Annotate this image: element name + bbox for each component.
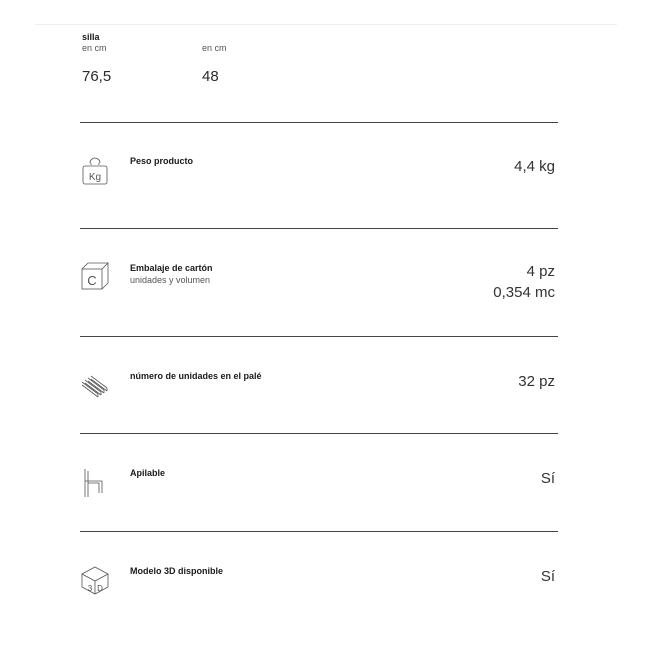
3d-model-icon	[80, 565, 110, 595]
spec-label: Embalaje de cartón	[130, 263, 213, 273]
svg-text:D: D	[97, 584, 103, 593]
spec-divider	[80, 122, 558, 123]
spec-divider	[80, 433, 558, 434]
svg-text:C: C	[87, 273, 97, 288]
spec-label: Modelo 3D disponible	[130, 566, 224, 576]
spec-label: Apilable	[130, 468, 166, 478]
spec-value: 4 pz	[526, 263, 555, 280]
spec-value: Sí	[540, 470, 555, 487]
stacked-chairs-icon	[80, 370, 110, 400]
svg-text:3: 3	[87, 584, 93, 593]
dimension-value: 48	[202, 68, 219, 85]
dimensions-section	[82, 32, 382, 92]
dimension-unit: en cm	[202, 43, 227, 53]
weight-icon	[80, 155, 110, 185]
box-icon	[80, 262, 110, 292]
spec-divider	[80, 336, 558, 337]
spec-row-packaging	[80, 262, 558, 307]
spec-label: número de unidades en el palé	[130, 371, 262, 381]
spec-row-stackable	[80, 467, 558, 499]
spec-value-secondary: 0,354 mc	[493, 284, 555, 301]
stackable-chair-icon	[80, 467, 110, 497]
spec-divider	[80, 531, 558, 532]
spec-row-3d-model	[80, 565, 558, 597]
dimension-height	[82, 32, 111, 85]
spec-row-pallet	[80, 370, 558, 402]
spec-row-weight	[80, 155, 558, 195]
dimension-value: 76,5	[82, 68, 112, 85]
header-divider	[35, 24, 617, 25]
dimension-label: silla	[82, 32, 100, 42]
dimension-unit: en cm	[82, 43, 107, 53]
dimension-seat	[202, 32, 227, 85]
spec-divider	[80, 228, 558, 229]
spec-value: Sí	[540, 568, 555, 585]
spec-label: Peso producto	[130, 156, 194, 166]
dimension-label	[202, 32, 227, 43]
spec-value: 32 pz	[518, 373, 555, 390]
spec-value: 4,4 kg	[514, 158, 555, 175]
spec-sublabel: unidades y volumen	[130, 275, 211, 285]
svg-text:Kg: Kg	[88, 172, 102, 183]
